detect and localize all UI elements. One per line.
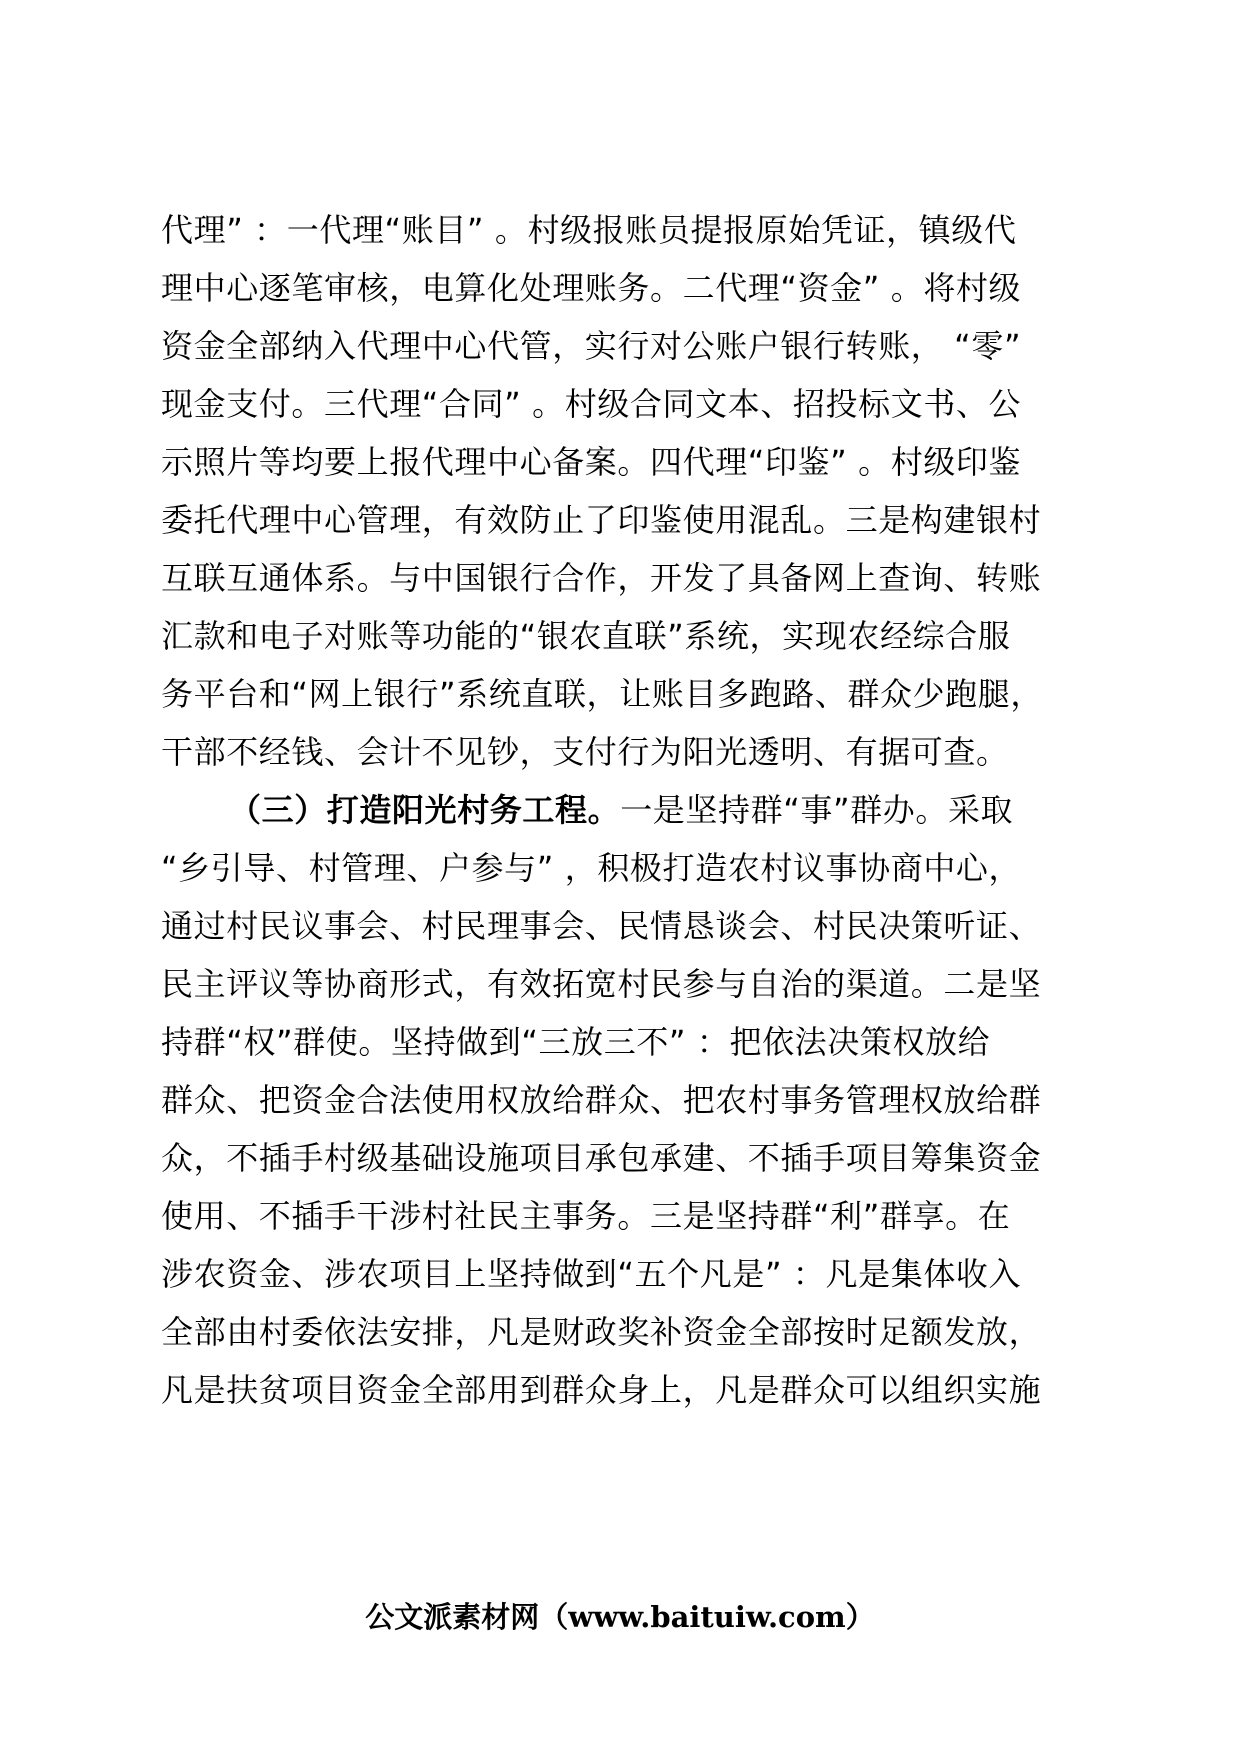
page-footer-watermark: 公文派素材网（www.baituiw.com） (365, 1600, 875, 1634)
body-line: 代理” ：一代理“账目” 。村级报账员提报原始凭证，镇级代 (161, 211, 1017, 249)
body-line: 委托代理中心管理，有效防止了印鉴使用混乱。三是构建银村 (161, 501, 1042, 539)
section-heading-continuation: 一是坚持群“事”群办。采取 (620, 791, 1014, 829)
body-line: 使用、不插手干涉村社民主事务。三是坚持群“利”群享。在 (161, 1197, 1011, 1235)
body-line: “乡引导、村管理、户参与” ，积极打造农村议事协商中心， (161, 849, 1022, 887)
body-line: 持群“权”群使。坚持做到“三放三不” ：把依法决策权放给 (161, 1023, 991, 1061)
body-line: 资金全部纳入代理中心代管，实行对公账户银行转账， “零” (161, 327, 1022, 365)
body-line: 互联互通体系。与中国银行合作，开发了具备网上查询、转账 (161, 559, 1042, 597)
body-line: 群众、把资金合法使用权放给群众、把农村事务管理权放给群 (161, 1081, 1042, 1119)
section-heading-line (229, 782, 1189, 838)
body-line: 理中心逐笔审核，电算化处理账务。二代理“资金” 。将村级 (161, 269, 1022, 307)
body-line: 凡是扶贫项目资金全部用到群众身上，凡是群众可以组织实施 (161, 1371, 1042, 1409)
body-line: 众，不插手村级基础设施项目承包承建、不插手项目筹集资金 (161, 1139, 1042, 1177)
body-line: 全部由村委依法安排，凡是财政奖补资金全部按时足额发放， (161, 1313, 1042, 1351)
body-line: 示照片等均要上报代理中心备案。四代理“印鉴” 。村级印鉴 (161, 443, 1022, 481)
body-line: 干部不经钱、会计不见钞，支付行为阳光透明、有据可查。 (161, 733, 1009, 771)
body-line: 通过村民议事会、村民理事会、民情恳谈会、村民决策听证、 (161, 907, 1042, 945)
body-line: 汇款和电子对账等功能的“银农直联”系统，实现农经综合服 (161, 617, 1011, 655)
body-line: 现金支付。三代理“合同” 。村级合同文本、招投标文书、公 (161, 385, 1022, 423)
body-line: 民主评议等协商形式，有效拓宽村民参与自治的渠道。二是坚 (161, 965, 1042, 1003)
body-line: 务平台和“网上银行”系统直联，让账目多跑路、群众少跑腿， (161, 675, 1043, 713)
body-line: 涉农资金、涉农项目上坚持做到“五个凡是” ：凡是集体收入 (161, 1255, 1022, 1293)
section-heading: （三）打造阳光村务工程。 (229, 791, 621, 829)
